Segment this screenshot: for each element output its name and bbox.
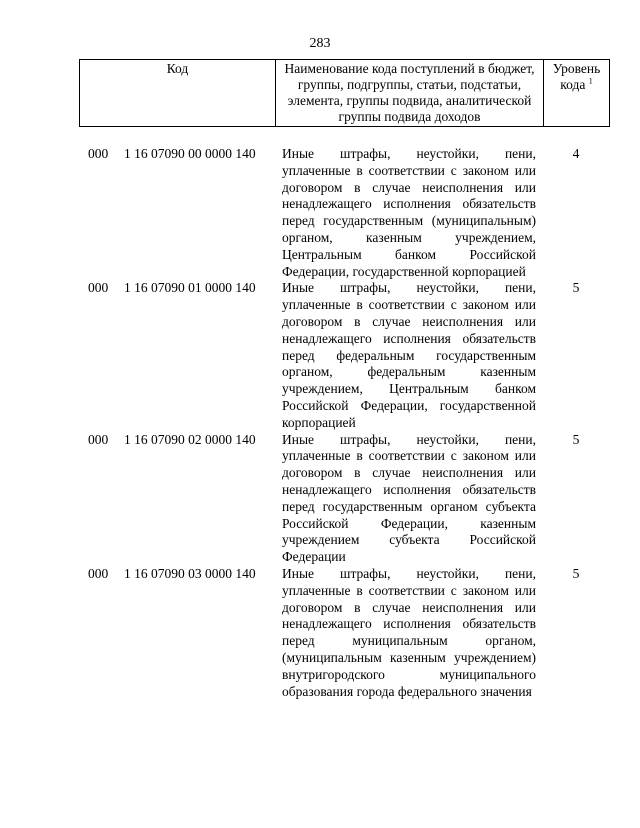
- header-code: Код: [80, 60, 276, 127]
- header-level: Уровень кода: [552, 61, 601, 92]
- table-row: [0, 566, 640, 700]
- row-level: 5: [572, 565, 580, 581]
- row-code: 1 16 07090 00 0000 140: [124, 146, 256, 161]
- row-level: 4: [572, 146, 580, 161]
- row-prefix: 000: [88, 565, 109, 581]
- header-level-cell: [544, 60, 610, 127]
- row-code: 1 16 07090 01 0000 140: [124, 280, 256, 296]
- row-prefix: 000: [88, 146, 109, 161]
- row-name: Иные штрафы, неустойки, пени, уплаченные в соответствии с законом или договором в случае неисполнения или ненадлежащего исполнения обязательств перед муниципальным органом, (муниципальным казенным учреждением) внутригородского муниципального образования города федерального значения: [282, 565, 536, 699]
- table-row: [0, 432, 640, 566]
- row-level: 5: [572, 280, 580, 296]
- row-level: 5: [572, 431, 580, 447]
- table-row: [0, 146, 640, 280]
- header-level-footnote: 1: [588, 76, 593, 86]
- row-prefix: 000: [88, 431, 109, 447]
- page-number: 283: [309, 36, 331, 51]
- row-name: Иные штрафы, неустойки, пени, уплаченные в соответствии с законом или договором в случае неисполнения или ненадлежащего исполнения обязательств перед федеральным государственным органом, федеральным казенным учреждением, Центральным банком Российской Федерации, государственной корпорацией: [282, 280, 536, 430]
- row-prefix: 000: [88, 280, 109, 296]
- header-name: Наименование кода поступлений в бюджет, группы, подгруппы, статьи, подстатьи, элемента, группы подвида, аналитической группы подвида доходов: [276, 60, 544, 127]
- row-code: 1 16 07090 02 0000 140: [124, 431, 256, 447]
- table-row: [0, 280, 640, 431]
- table-header: [79, 59, 610, 127]
- row-name: Иные штрафы, неустойки, пени, уплаченные в соответствии с законом или договором в случае неисполнения или ненадлежащего исполнения обязательств перед государственным (муниципальным) органом, казенным учреждением, Центральным банком Российской Федерации, государственной корпорацией: [282, 146, 536, 279]
- row-name: Иные штрафы, неустойки, пени, уплаченные в соответствии с законом или договором в случае неисполнения или ненадлежащего исполнения обязательств перед государственным органом субъекта Российской Федерации, казенным учреждением субъекта Российской Федерации: [282, 431, 536, 565]
- row-code: 1 16 07090 03 0000 140: [124, 565, 256, 581]
- table-body: [0, 146, 640, 700]
